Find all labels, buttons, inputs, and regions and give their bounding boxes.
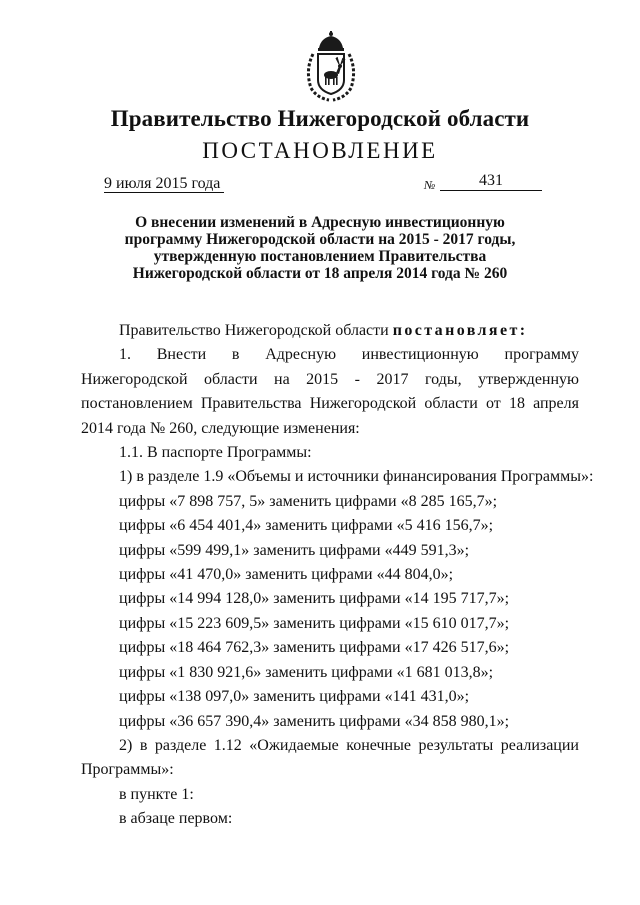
replacement-line: цифры «14 994 128,0» заменить цифрами «14 195 717,7»; [119, 590, 510, 608]
intro-paragraph [81, 319, 579, 343]
replacement-line: цифры «36 657 390,4» заменить цифрами «34 858 980,1»; [119, 712, 510, 730]
document-body [81, 319, 594, 832]
replacement-line: цифры «599 499,1» заменить цифрами «449 591,3»; [119, 541, 470, 559]
item-1-1-paragraph: 1.1. В паспорте Программы: [119, 444, 312, 462]
document-date: 9 июля 2015 года [104, 175, 224, 193]
paragraph-1-line: в абзаце первом: [119, 810, 233, 828]
subject-line: программу Нижегородской области на 2015 - 2017 годы, [124, 231, 516, 248]
replacement-line: цифры «18 464 762,3» заменить цифрами «17 426 517,6»; [119, 639, 510, 657]
item-1-paragraph: 1. Внести в Адресную инвестиционную программу Нижегородской области на 2015 - 2017 годы, утвержденную постановлением Правительства Нижегородской области от 18 апреля 2014 года № 260, следующие изменения: [81, 346, 579, 437]
subject-line: О внесении изменений в Адресную инвестиционную [135, 214, 505, 231]
government-title: Правительство Нижегородской области [110, 106, 530, 131]
document-number: 431 [440, 172, 542, 191]
replacement-line: цифры «6 454 401,4» заменить цифрами «5 416 156,7»; [119, 517, 494, 535]
coat-of-arms-icon [299, 30, 363, 104]
point-1-paragraph: в пункте 1: [119, 785, 194, 803]
replacement-line: цифры «7 898 757, 5» заменить цифрами «8 285 165,7»; [119, 492, 498, 510]
number-sign: № [424, 178, 436, 192]
replacement-line: цифры «138 097,0» заменить цифрами «141 431,0»; [119, 688, 470, 706]
subject-line: Нижегородской области от 18 апреля 2014 года № 260 [132, 265, 508, 282]
intro-prefix: Правительство Нижегородской области [119, 322, 393, 339]
replacement-line: цифры «15 223 609,5» заменить цифрами «15 610 017,7»; [119, 614, 510, 632]
replacement-line: цифры «41 470,0» заменить цифрами «44 804,0»; [119, 566, 454, 584]
replacement-line: цифры «1 830 921,6» заменить цифрами «1 681 013,8»; [119, 663, 494, 681]
document-subject [60, 214, 580, 282]
subitem-1-paragraph: 1) в разделе 1.9 «Объемы и источники финансирования Программы»: [119, 468, 594, 486]
subject-line: утвержденную постановлением Правительства [153, 248, 487, 265]
document-type: ПОСТАНОВЛЕНИЕ [202, 138, 438, 163]
subitem-2-paragraph: 2) в разделе 1.12 «Ожидаемые конечные результаты реализации Программы»: [81, 736, 579, 779]
intro-verb: постановляет: [392, 322, 528, 339]
